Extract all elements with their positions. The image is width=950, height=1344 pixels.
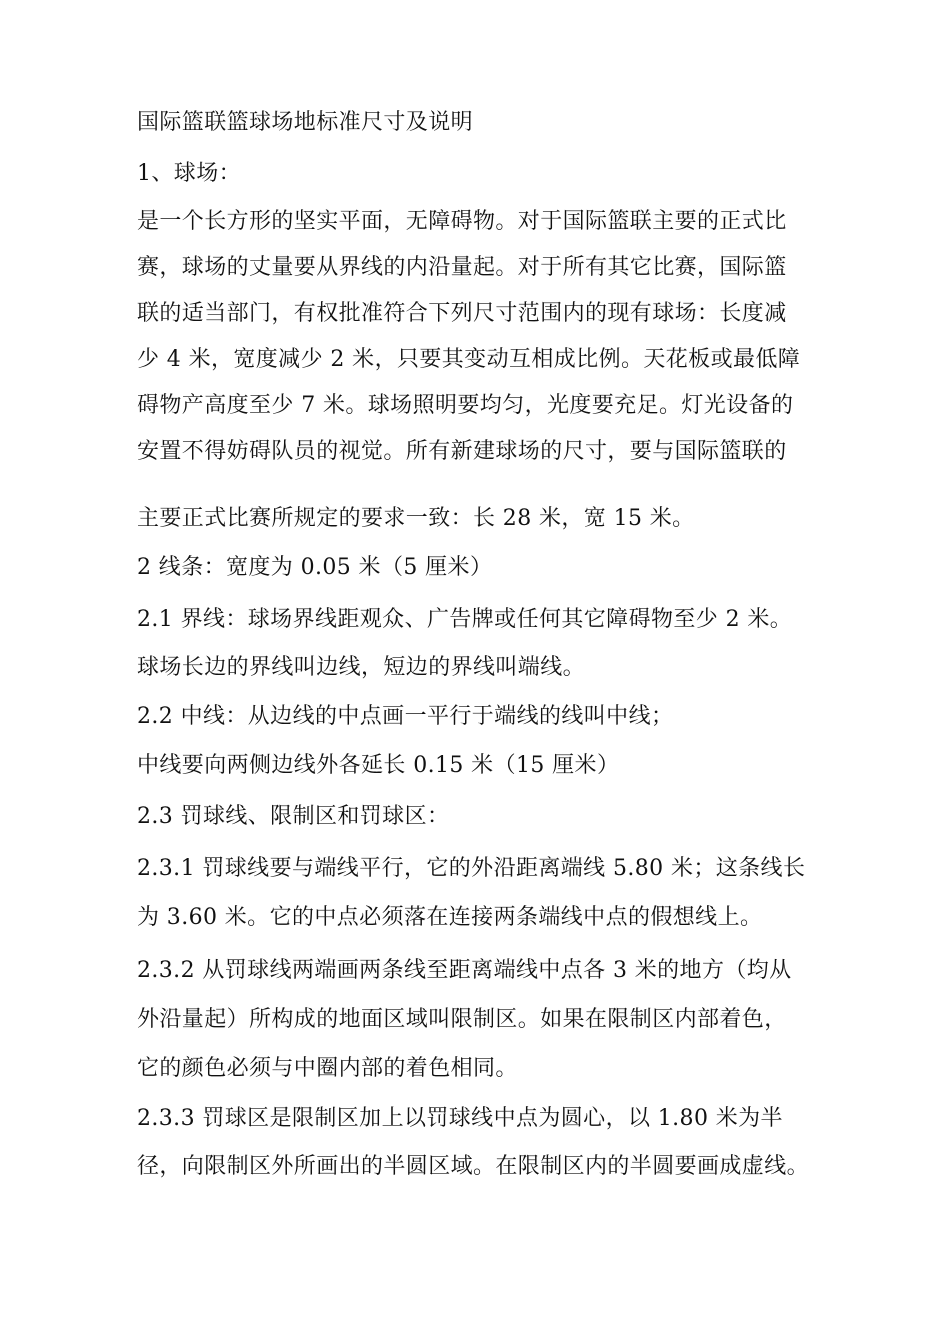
text-line: 外沿量起）所构成的地面区域叫限制区。如果在限制区内部着色， — [137, 1007, 787, 1032]
text-line: 径，向限制区外所画出的半圆区域。在限制区内的半圆要画成虚线。 — [137, 1154, 810, 1179]
text-line: 2.3.1 罚球线要与端线平行，它的外沿距离端线 5.80 米；这条线长 — [137, 856, 806, 881]
text-line: 1、球场： — [137, 161, 241, 186]
text-line: 安置不得妨碍队员的视觉。所有新建球场的尺寸，要与国际篮联的 — [137, 439, 787, 464]
text-line: 2.3 罚球线、限制区和罚球区： — [137, 804, 450, 829]
text-line: 2.2 中线：从边线的中点画一平行于端线的线叫中线； — [137, 704, 674, 729]
text-line: 少 4 米，宽度减少 2 米，只要其变动互相成比例。天花板或最低障 — [137, 347, 801, 372]
text-line: 2.3.2 从罚球线两端画两条线至距离端线中点各 3 米的地方（均从 — [137, 958, 792, 983]
text-line: 2.3.3 罚球区是限制区加上以罚球线中点为圆心，以 1.80 米为半 — [137, 1106, 783, 1131]
text-line: 2.1 界线：球场界线距观众、广告牌或任何其它障碍物至少 2 米。 — [137, 607, 793, 632]
text-line: 碍物产高度至少 7 米。球场照明要均匀，光度要充足。灯光设备的 — [137, 393, 794, 418]
text-line: 中线要向两侧边线外各延长 0.15 米（15 厘米） — [137, 753, 620, 778]
text-line: 它的颜色必须与中圈内部的着色相同。 — [137, 1056, 518, 1081]
document-title: 国际篮联篮球场地标准尺寸及说明 — [137, 110, 474, 135]
text-line: 球场长边的界线叫边线，短边的界线叫端线。 — [137, 655, 586, 680]
text-line: 联的适当部门，有权批准符合下列尺寸范围内的现有球场：长度减 — [137, 301, 787, 326]
text-line: 为 3.60 米。它的中点必须落在连接两条端线中点的假想线上。 — [137, 905, 763, 930]
text-line: 2 线条：宽度为 0.05 米（5 厘米） — [137, 555, 493, 580]
text-line: 是一个长方形的坚实平面，无障碍物。对于国际篮联主要的正式比 — [137, 209, 787, 234]
text-line: 赛，球场的丈量要从界线的内沿量起。对于所有其它比赛，国际篮 — [137, 255, 787, 280]
text-line: 主要正式比赛所规定的要求一致：长 28 米，宽 15 米。 — [137, 506, 695, 531]
